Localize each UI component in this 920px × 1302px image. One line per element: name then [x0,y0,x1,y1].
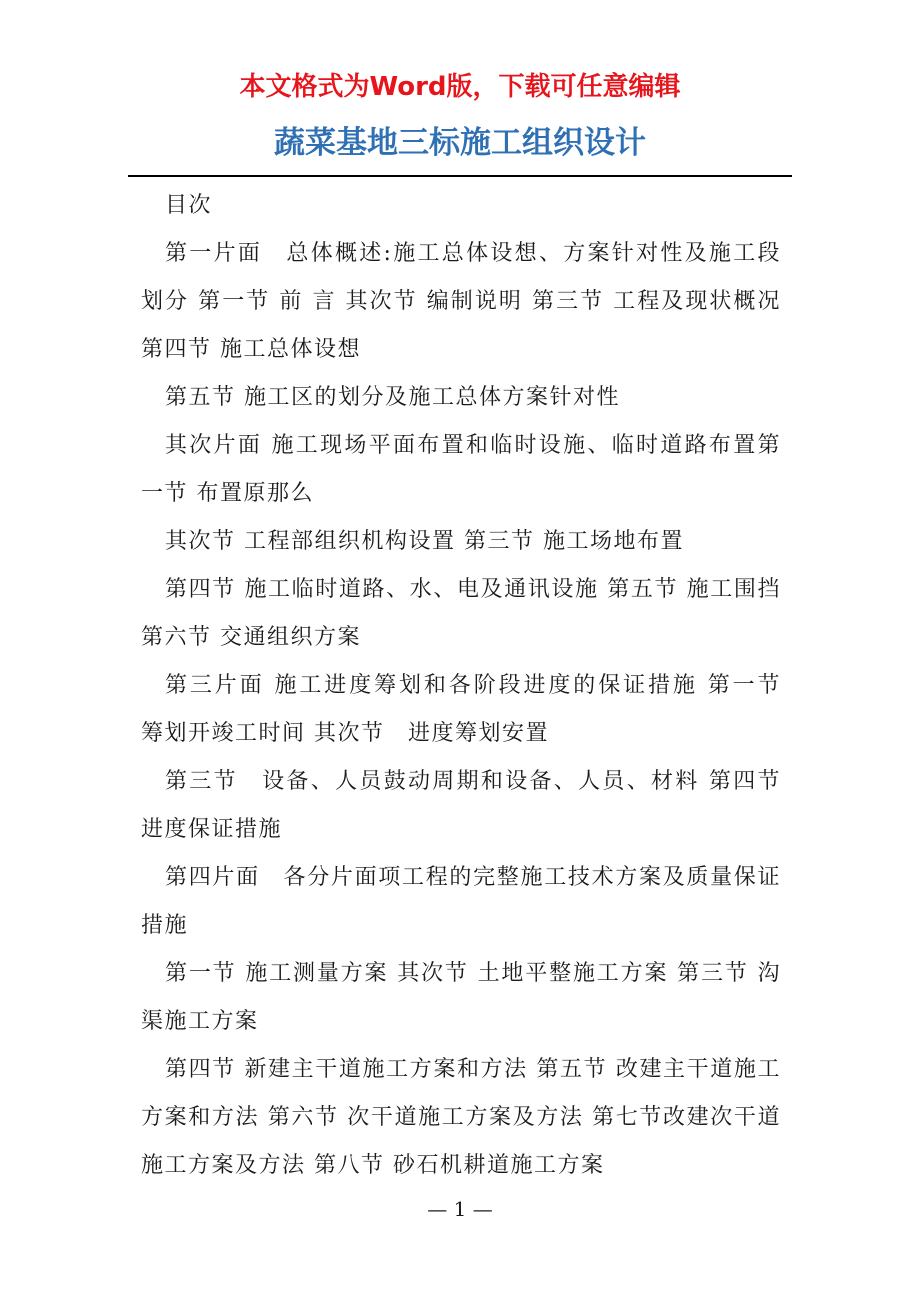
title-divider [128,175,792,177]
toc-paragraph-9: 第一节 施工测量方案 其次节 土地平整施工方案 第三节 沟渠施工方案 [141,961,781,1034]
page-number: — 1 — [427,1197,493,1221]
toc-paragraph-4: 其次节 工程部组织机构设置 第三节 施工场地布置 [165,529,684,554]
toc-paragraph-7: 第三节 设备、人员鼓动周期和设备、人员、材料 第四节 进度保证措施 [141,769,781,842]
toc-paragraph-2: 第五节 施工区的划分及施工总体方案针对性 [165,385,620,410]
document-title: 蔬菜基地三标施工组织设计 [274,125,646,161]
toc-heading: 目次 [165,193,213,218]
document-body [141,182,805,1190]
toc-paragraph-10: 第四节 新建主干道施工方案和方法 第五节 改建主干道施工方案和方法 第六节 次干道施工方案及方法 第七节改建次干道施工方案及方法 第八节 砂石机耕道施工方案 [141,1057,781,1178]
toc-paragraph-8: 第四片面 各分片面项工程的完整施工技术方案及质量保证措施 [141,865,781,938]
toc-paragraph-3: 其次片面 施工现场平面布置和临时设施、临时道路布置第一节 布置原那么 [141,433,781,506]
toc-paragraph-6: 第三片面 施工进度筹划和各阶段进度的保证措施 第一节 筹划开竣工时间 其次节 进度筹划安置 [141,673,805,746]
toc-paragraph-5: 第四节 施工临时道路、水、电及通讯设施 第五节 施工围挡 第六节 交通组织方案 [141,577,781,650]
toc-paragraph-1: 第一片面 总体概述:施工总体设想、方案针对性及施工段划分 第一节 前 言 其次节 编制说明 第三节 工程及现状概况 第四节 施工总体设想 [141,241,781,362]
format-notice-banner: 本文格式为Word版，下载可任意编辑 [239,72,681,102]
